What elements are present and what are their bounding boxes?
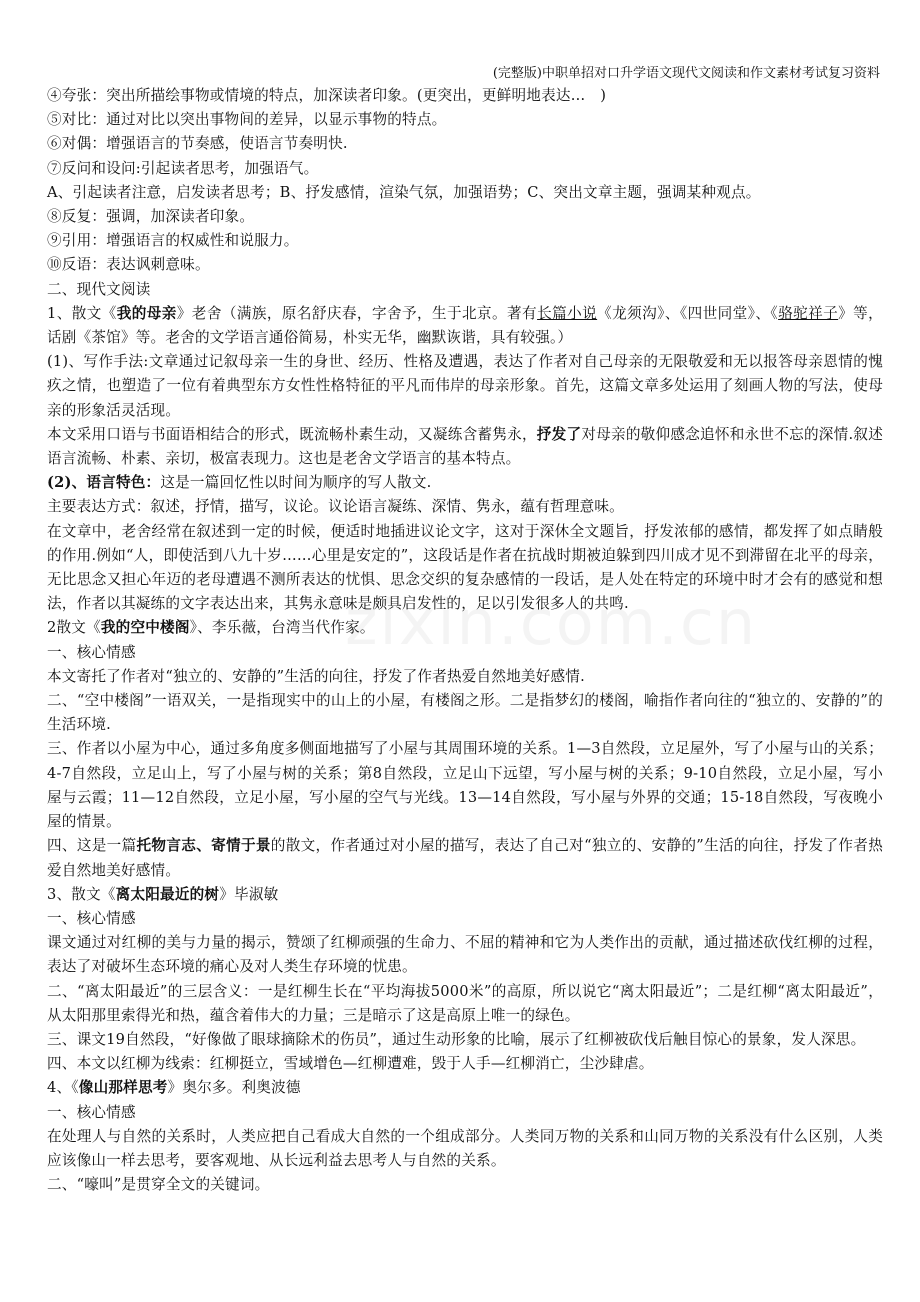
mountain-intro-post: 》奥尔多。利奥波德: [167, 1079, 301, 1097]
loft-intro-post: 》、李乐薇，台湾当代作家。: [189, 619, 375, 637]
mountain-essay-title: 像山那样思考: [78, 1079, 168, 1097]
mountain-intro-pre: 4、《: [47, 1079, 79, 1097]
sun-point-4: 四、本文以红柳为线索：红柳挺立，雪域增色—红柳遭难，毁于人手—红柳消亡，尘沙肆虐。: [47, 1055, 654, 1073]
rhetoric-fanfu: ⑧反复：强调，加深读者印象。: [47, 208, 255, 226]
loft-point-2: 二、“空中楼阁”一语双关，一是指现实中的山上的小屋，有楼阁之形。二是指梦幻的楼阁，喻指作者向往的“独立的、安静的”的生活环境.: [47, 692, 883, 734]
mother-style-pre: 本文采用口语与书面语相结合的形式，既流畅朴素生动，又凝练含蓄隽永，: [47, 425, 537, 443]
loft-intro-pre: 2散文《: [47, 619, 101, 637]
mother-style: [47, 423, 883, 471]
rhetoric-fanwen-effects: A、引起读者注意，启发读者思考；B、抒发感情，渲染气氛，加强语势；C、突出文章主题，强调某种观点。: [47, 183, 761, 201]
loft-core-text: 本文寄托了作者对“独立的、安静的”生活的向往，抒发了作者热爱自然地美好感情.: [47, 667, 585, 685]
loft-point-3: 三、作者以小屋为中心，通过多角度多侧面地描写了小屋与其周围环境的关系。1—3自然段，立足屋外，写了小屋与山的关系；4-7自然段，立足山上，写了小屋与树的关系；第8自然段，立足山下远望，写小屋与树的关系；9-10自然段，立足小屋，写小屋与云霞；11—12自然段，立足小屋，写小屋的空气与光线。13—14自然段，写小屋与外界的交通；15-18自然段，写夜晚小屋的情景。: [47, 740, 883, 831]
mountain-point-2: 二、“嚎叫”是贯穿全文的关键词。: [47, 1176, 270, 1194]
sun-core-heading: 一、核心情感: [47, 909, 136, 927]
rhetoric-duibi: ⑤对比：通过对比以突出事物间的差异，以显示事物的特点。: [47, 111, 447, 129]
mountain-intro: [47, 1076, 883, 1100]
loft-point-4: [47, 834, 883, 882]
novel-link[interactable]: 长篇小说: [537, 304, 598, 322]
mother-style-post: 对母亲的敬仰感念追怀和永世不忘的深情.叙述语言流畅、朴素、亲切，极富表现力。这也是老舍文学语言的基本特点。: [47, 425, 883, 468]
rhetoric-kuazhang: ④夸张：突出所描绘事物或情境的特点，加深读者印象。(更突出，更鲜明地表达… ): [47, 87, 607, 104]
loft-intro: [47, 616, 883, 640]
mother-style-bold: 抒发了: [536, 425, 582, 443]
mother-intro-mid2: 《龙须沟》、《四世同堂》、《: [597, 304, 779, 322]
mother-language-text: 这是一篇回忆性以时间为顺序的写人散文.: [160, 474, 432, 492]
rhetoric-fanwen: ⑦反问和设问:引起读者思考，加强语气。: [47, 159, 319, 177]
mother-intro-pre: 1、散文《: [47, 304, 117, 322]
sun-core-text: 课文通过对红柳的美与力量的揭示，赞颂了红柳顽强的生命力、不屈的精神和它为人类作出的贡献，通过描述砍伐红柳的过程，表达了对破坏生态环境的痛心及对人类生存环境的忧患。: [47, 934, 883, 976]
section-heading-modern-reading: 二、现代文阅读: [47, 280, 151, 298]
loft-p4-pre: 四、这是一篇: [47, 837, 137, 855]
loft-p4-bold: 托物言志、寄情于景: [136, 837, 271, 855]
mother-language-heading: (2)、语言特色：: [47, 474, 161, 492]
sun-intro: [47, 883, 883, 907]
rhetoric-duiou: ⑥对偶：增强语言的节奏感，使语言节奏明快.: [47, 135, 348, 153]
running-header: (完整版)中职单招对口升学语文现代文阅读和作文素材考试复习资料: [492, 66, 880, 81]
loft-essay-title: 我的空中楼阁: [100, 619, 190, 637]
mother-intro: [47, 302, 883, 350]
xiangzi-link[interactable]: 骆驼祥子: [778, 304, 839, 322]
mother-expression: 主要表达方式：叙述，抒情，描写，议论。议论语言凝练、深情、隽永，蕴有哲理意味。: [47, 498, 624, 516]
mother-intro-post: 》等，话剧《茶馆》等。老舍的文学语言通俗简易，朴实无华，幽默诙谐，具有较强。）: [47, 304, 883, 347]
sun-intro-pre: 3、散文《: [47, 885, 116, 903]
mountain-core-text: 在处理人与自然的关系时，人类应把自己看成大自然的一个组成部分。人类同万物的关系和山同万物的关系没有什么区别，人类应该像山一样去思考，要客观地、从长远利益去思考人与自然的关系。: [47, 1127, 883, 1169]
document-body: [47, 84, 883, 1197]
rhetoric-fanyu: ⑩反语：表达讽刺意味。: [47, 256, 210, 274]
rhetoric-yinyong: ⑨引用：增强语言的权威性和说服力。: [47, 232, 299, 250]
loft-p4-post: 的散文，作者通过对小屋的描写，表达了自己对“独立的、安静的”生活的向往，抒发了作者热爱自然地美好感情。: [47, 837, 883, 879]
mother-technique: (1)、写作手法:文章通过记叙母亲一生的身世、经历、性格及遭遇，表达了作者对自己母亲的无限敬爱和无以报答母亲恩情的愧疚之情，也塑造了一位有着典型东方女性性格特征的平凡而伟岸的母亲形象。首先，这篇文章多处运用了刻画人物的写法，使母亲的形象活灵活现。: [47, 353, 883, 419]
mountain-core-heading: 一、核心情感: [47, 1103, 136, 1121]
loft-core-heading: 一、核心情感: [47, 643, 136, 661]
mother-language: [47, 471, 883, 495]
sun-point-2: 二、“离太阳最近”的三层含义：一是红柳生长在“平均海拔5000米”的高原，所以说它“离太阳最近”；二是红柳“离太阳最近”，从太阳那里索得光和热，蕴含着伟大的力量；三是暗示了这是高原上唯一的绿色。: [47, 982, 883, 1024]
sun-intro-post: 》毕淑敏: [219, 885, 279, 903]
sun-point-3: 三、课文19自然段，“好像做了眼球摘除术的伤员”，通过生动形象的比喻，展示了红柳被砍伐后触目惊心的景象，发人深思。: [47, 1030, 866, 1048]
mother-essay-title: 我的母亲: [116, 304, 177, 322]
mother-comment: 在文章中，老舍经常在叙述到一定的时候，便适时地插进议论文字，这对于深休全文题旨，抒发浓郁的感情，都发挥了如点睛般的作用.例如“人，即使活到八九十岁……心里是安定的”，这段话是作者在抗战时期被迫躲到四川成才见不到滞留在北平的母亲，无比思念又担心年迈的老母遭遇不测所表达的忧惧、思念交织的复杂感情的一段话，是人处在特定的环境中时才会有的感觉和想法，作者以其凝练的文字表达出来，其隽永意味是颇具启发性的，足以引发很多人的共鸣.: [47, 522, 883, 613]
mother-intro-mid1: 》老舍（满族，原名舒庆春，字舍予，生于北京。著有: [176, 304, 538, 322]
sun-essay-title: 离太阳最近的树: [115, 885, 220, 903]
